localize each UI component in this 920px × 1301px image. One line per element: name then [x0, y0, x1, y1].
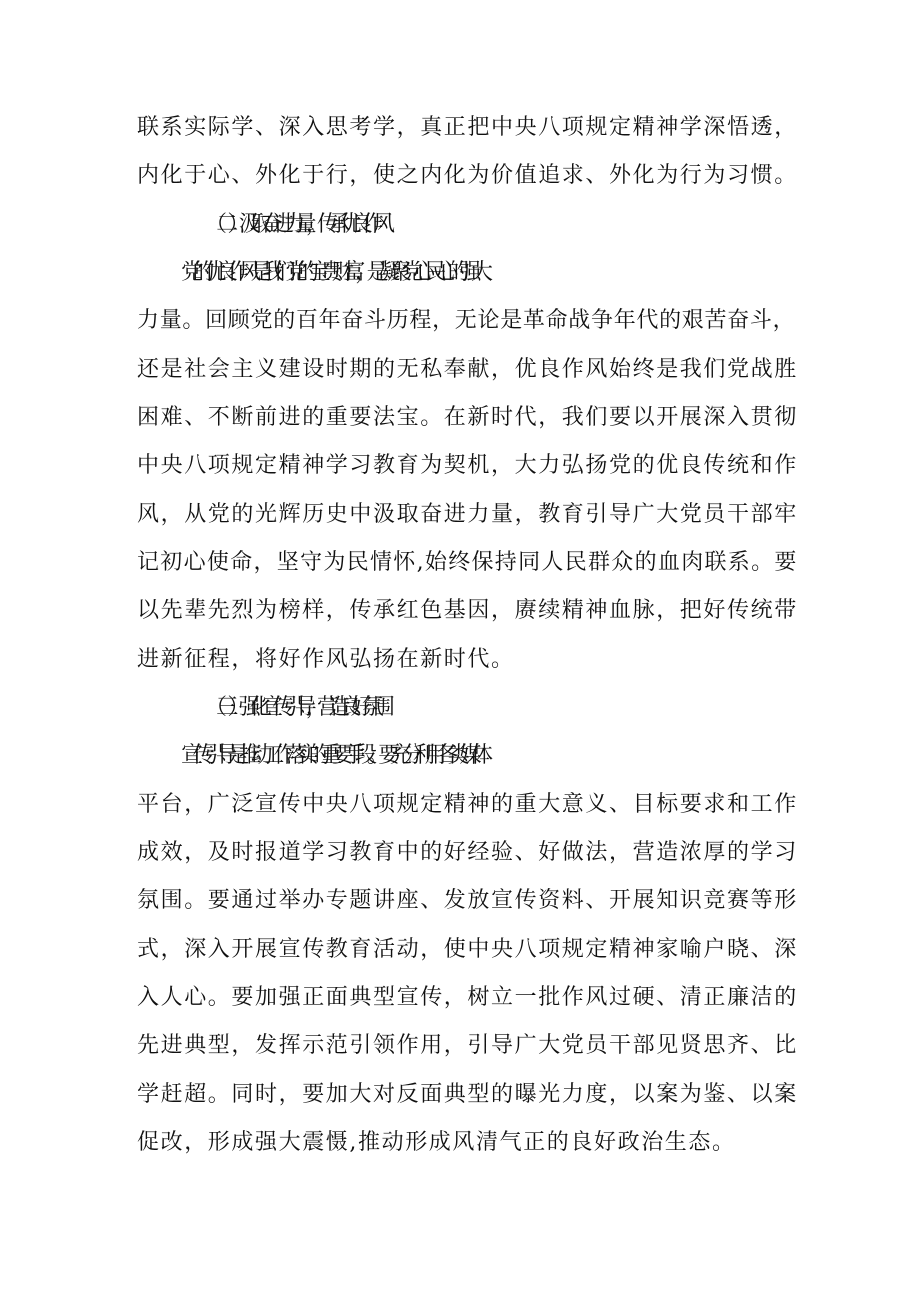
- body-text-line: 氛围。要通过举办专题讲座、发放宣传资料、开展知识竞赛等形: [137, 888, 798, 913]
- body-text-line: 以先辈先烈为榜样，传承红色基因，赓续精神血脉，把好传统带: [137, 598, 798, 623]
- body-text-line: 成效，及时报道学习教育中的好经验、好做法，营造浓厚的学习: [137, 840, 798, 865]
- paragraph-first-line: 宣传引导是推动工作落实的重要手段。要充分利用各类媒体: [181, 743, 483, 768]
- body-text-line: 进新征程，将好作风弘扬在新时代。: [137, 647, 515, 672]
- body-text-line: 困难、不断前进的重要法宝。在新时代，我们要以开展深入贯彻: [137, 405, 798, 430]
- body-text-line: 促改，形成强大震慑,推动形成风清气正的良好政治生态。: [137, 1130, 736, 1155]
- body-text-line: 记初心使命，坚守为民情怀,始终保持同人民群众的血肉联系。要: [137, 550, 798, 575]
- section-heading-2: （二）汲取奋进力量，传承优良作风: [205, 212, 385, 237]
- body-text-line: 式，深入开展宣传教育活动，使中央八项规定精神家喻户晓、深: [137, 937, 798, 962]
- body-text-line: 平台，广泛宣传中央八项规定精神的重大意义、目标要求和工作: [137, 792, 798, 817]
- body-text-line: 联系实际学、深入思考学，真正把中央八项规定精神学深悟透，: [137, 115, 798, 140]
- body-text-line: 入人心。要加强正面典型宣传，树立一批作风过硬、清正廉洁的: [137, 985, 798, 1010]
- body-text-line: 先进典型，发挥示范引领作用，引导广大党员干部见贤思齐、比: [137, 1033, 798, 1058]
- body-text-line: 风，从党的光辉历史中汲取奋进力量，教育引导广大党员干部牢: [137, 502, 798, 527]
- body-text-line: 学赶超。同时，要加大对反面典型的曝光力度，以案为鉴、以案: [137, 1082, 798, 1107]
- body-text-line: 力量。回顾党的百年奋斗历程，无论是革命战争年代的艰苦奋斗，: [137, 308, 796, 333]
- body-text-line: 中央八项规定精神学习教育为契机，大力弘扬党的优良传统和作: [137, 453, 798, 478]
- body-text-line: 内化于心、外化于行，使之内化为价值追求、外化为行为习惯。: [137, 163, 798, 188]
- section-heading-3: （三）强化宣传引导，营造良好氛围: [205, 695, 385, 720]
- body-text-line: 还是社会主义建设时期的无私奉献，优良作风始终是我们党战胜: [137, 357, 798, 382]
- paragraph-first-line: 党的优良作风是我们党的宝贵财富，是凝聚党心民心的强大: [181, 260, 483, 285]
